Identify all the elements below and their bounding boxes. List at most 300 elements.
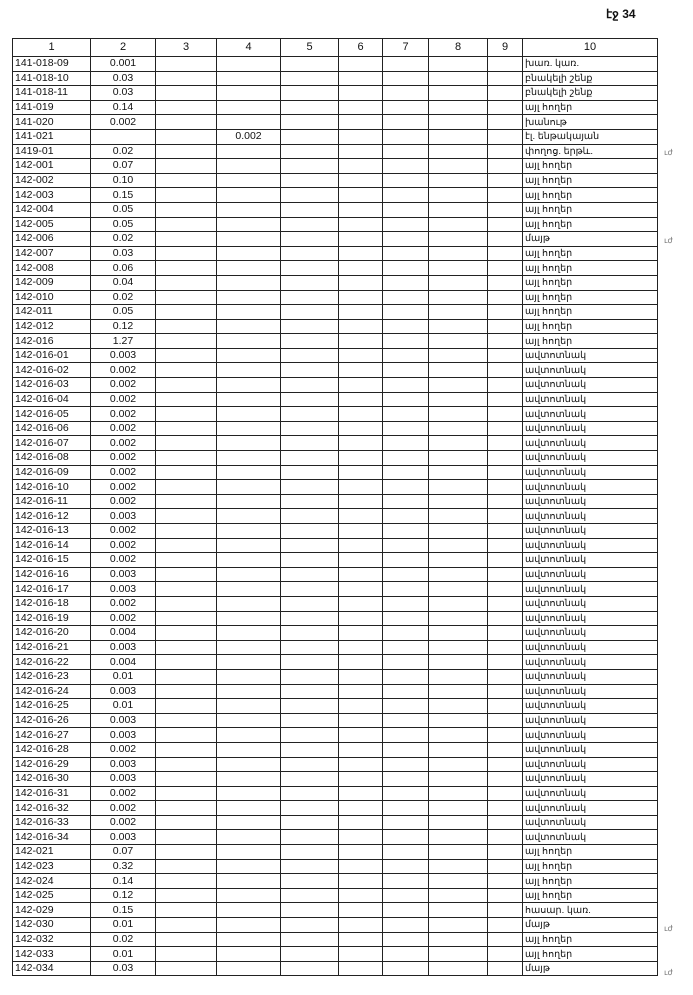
value-cell: 0.002 (91, 553, 156, 568)
land-use-cell: բնակելի շենք (523, 86, 658, 101)
parcel-code-cell: 141-018-09 (13, 57, 91, 72)
value-cell (488, 582, 523, 597)
land-use-cell: ավտոտնակ (523, 757, 658, 772)
land-use-cell: ավտոտնակ (523, 567, 658, 582)
value-cell (383, 786, 429, 801)
parcel-code-cell: 142-025 (13, 888, 91, 903)
land-use-cell: այլ հողեր (523, 173, 658, 188)
value-cell (217, 903, 281, 918)
land-use-cell: այլ հողեր (523, 217, 658, 232)
value-cell (383, 202, 429, 217)
value-cell (217, 100, 281, 115)
table-row (13, 830, 658, 845)
margin-mark: ւժ (664, 235, 673, 245)
value-cell (488, 246, 523, 261)
value-cell (429, 115, 488, 130)
value-cell (281, 772, 339, 787)
value-cell (339, 874, 383, 889)
value-cell (383, 903, 429, 918)
parcel-code-cell: 1419-01 (13, 144, 91, 159)
value-cell: 0.03 (91, 246, 156, 261)
value-cell (488, 567, 523, 582)
land-use-cell: ավտոտնակ (523, 451, 658, 466)
value-cell (156, 611, 217, 626)
value-cell (339, 918, 383, 933)
land-use-cell: այլ հողեր (523, 932, 658, 947)
table-row (13, 713, 658, 728)
value-cell: 0.05 (91, 305, 156, 320)
value-cell (488, 918, 523, 933)
land-use-cell: այլ հողեր (523, 305, 658, 320)
table-row (13, 947, 658, 962)
value-cell (339, 728, 383, 743)
parcel-code-cell: 142-016-26 (13, 713, 91, 728)
table-row (13, 596, 658, 611)
parcel-code-cell: 141-018-10 (13, 71, 91, 86)
value-cell (156, 261, 217, 276)
parcel-code-cell: 142-034 (13, 961, 91, 976)
land-use-cell: այլ հողեր (523, 947, 658, 962)
value-cell (281, 392, 339, 407)
value-cell: 0.02 (91, 232, 156, 247)
value-cell (383, 392, 429, 407)
value-cell (339, 524, 383, 539)
parcel-code-cell: 142-016-13 (13, 524, 91, 539)
parcel-code-cell: 142-016-06 (13, 421, 91, 436)
value-cell (383, 611, 429, 626)
table-row (13, 144, 658, 159)
value-cell (281, 246, 339, 261)
land-use-cell: ավտոտնակ (523, 742, 658, 757)
value-cell (281, 713, 339, 728)
table-row (13, 363, 658, 378)
value-cell (217, 669, 281, 684)
value-cell (217, 830, 281, 845)
value-cell (383, 86, 429, 101)
table-row (13, 232, 658, 247)
parcel-code-cell: 142-016-19 (13, 611, 91, 626)
value-cell (217, 436, 281, 451)
value-cell (488, 436, 523, 451)
value-cell (488, 217, 523, 232)
value-cell (156, 509, 217, 524)
value-cell (488, 465, 523, 480)
value-cell (281, 100, 339, 115)
value-cell (217, 232, 281, 247)
land-use-cell: ավտոտնակ (523, 611, 658, 626)
land-use-cell: ավտոտնակ (523, 699, 658, 714)
value-cell (156, 465, 217, 480)
parcel-code-cell: 142-016-30 (13, 772, 91, 787)
parcel-code-cell: 142-016-04 (13, 392, 91, 407)
value-cell (429, 217, 488, 232)
value-cell: 0.002 (91, 786, 156, 801)
value-cell: 0.002 (217, 129, 281, 144)
value-cell (156, 728, 217, 743)
value-cell (281, 480, 339, 495)
value-cell (217, 524, 281, 539)
value-cell: 0.01 (91, 918, 156, 933)
value-cell (339, 553, 383, 568)
value-cell (488, 596, 523, 611)
header-row (13, 39, 658, 57)
value-cell (339, 202, 383, 217)
value-cell (339, 305, 383, 320)
table-row (13, 757, 658, 772)
table-row (13, 918, 658, 933)
value-cell (488, 363, 523, 378)
value-cell (339, 86, 383, 101)
parcel-code-cell: 142-004 (13, 202, 91, 217)
value-cell (383, 553, 429, 568)
value-cell (429, 699, 488, 714)
value-cell (217, 801, 281, 816)
value-cell: 0.15 (91, 903, 156, 918)
value-cell (217, 567, 281, 582)
value-cell (429, 903, 488, 918)
land-use-cell: ավտոտնակ (523, 640, 658, 655)
table-row (13, 86, 658, 101)
value-cell: 0.003 (91, 582, 156, 597)
value-cell (383, 246, 429, 261)
value-cell (217, 655, 281, 670)
land-use-cell: այլ հողեր (523, 290, 658, 305)
value-cell: 0.001 (91, 57, 156, 72)
value-cell (383, 582, 429, 597)
value-cell (217, 786, 281, 801)
value-cell (339, 772, 383, 787)
value-cell (429, 421, 488, 436)
value-cell (217, 494, 281, 509)
value-cell (339, 742, 383, 757)
value-cell (281, 378, 339, 393)
value-cell (488, 538, 523, 553)
value-cell (383, 509, 429, 524)
value-cell (488, 815, 523, 830)
value-cell (383, 480, 429, 495)
value-cell (281, 57, 339, 72)
land-use-cell: ավտոտնակ (523, 363, 658, 378)
value-cell (217, 217, 281, 232)
table-row (13, 246, 658, 261)
table-row (13, 378, 658, 393)
value-cell (217, 378, 281, 393)
value-cell (488, 100, 523, 115)
land-use-cell: ավտոտնակ (523, 421, 658, 436)
land-use-cell: բնակելի շենք (523, 71, 658, 86)
value-cell (217, 173, 281, 188)
parcel-code-cell: 142-016-18 (13, 596, 91, 611)
value-cell (488, 275, 523, 290)
land-use-cell: ավտոտնակ (523, 713, 658, 728)
table-row (13, 801, 658, 816)
parcel-code-cell: 142-016-32 (13, 801, 91, 816)
value-cell (429, 159, 488, 174)
land-use-cell: ավտոտնակ (523, 728, 658, 743)
value-cell (281, 494, 339, 509)
value-cell (383, 655, 429, 670)
land-use-cell: այլ հողեր (523, 874, 658, 889)
value-cell (156, 947, 217, 962)
value-cell (156, 246, 217, 261)
value-cell (217, 480, 281, 495)
value-cell (339, 129, 383, 144)
land-use-cell: ավտոտնակ (523, 655, 658, 670)
table-row (13, 640, 658, 655)
value-cell (429, 538, 488, 553)
value-cell (339, 830, 383, 845)
value-cell (281, 436, 339, 451)
land-use-cell: ավտոտնակ (523, 392, 658, 407)
value-cell: 0.06 (91, 261, 156, 276)
table-row (13, 392, 658, 407)
land-use-cell: այլ հողեր (523, 334, 658, 349)
value-cell (156, 524, 217, 539)
value-cell (488, 159, 523, 174)
value-cell (156, 830, 217, 845)
value-cell (488, 57, 523, 72)
value-cell (339, 436, 383, 451)
value-cell (429, 830, 488, 845)
value-cell (429, 669, 488, 684)
parcel-code-cell: 142-001 (13, 159, 91, 174)
value-cell (429, 290, 488, 305)
value-cell: 0.003 (91, 728, 156, 743)
parcel-code-cell: 142-016-34 (13, 830, 91, 845)
value-cell (217, 742, 281, 757)
value-cell (156, 202, 217, 217)
value-cell (217, 421, 281, 436)
value-cell (156, 436, 217, 451)
table-row (13, 202, 658, 217)
table-row (13, 786, 658, 801)
parcel-code-cell: 142-016-21 (13, 640, 91, 655)
land-use-cell: ավտոտնակ (523, 480, 658, 495)
value-cell (281, 932, 339, 947)
land-use-cell: ավտոտնակ (523, 786, 658, 801)
parcel-code-cell: 142-011 (13, 305, 91, 320)
value-cell (429, 655, 488, 670)
value-cell (339, 217, 383, 232)
land-use-cell: այլ հողեր (523, 859, 658, 874)
value-cell (156, 640, 217, 655)
parcel-code-cell: 142-005 (13, 217, 91, 232)
parcel-code-cell: 141-021 (13, 129, 91, 144)
value-cell (383, 567, 429, 582)
value-cell (217, 465, 281, 480)
value-cell (429, 611, 488, 626)
value-cell (281, 144, 339, 159)
value-cell (488, 699, 523, 714)
land-use-cell: ավտոտնակ (523, 596, 658, 611)
value-cell (429, 947, 488, 962)
table-row (13, 57, 658, 72)
value-cell (217, 144, 281, 159)
table-row (13, 348, 658, 363)
value-cell (488, 348, 523, 363)
value-cell (429, 480, 488, 495)
parcel-code-cell: 142-016-09 (13, 465, 91, 480)
value-cell (429, 57, 488, 72)
value-cell (217, 57, 281, 72)
value-cell (383, 465, 429, 480)
value-cell (281, 684, 339, 699)
value-cell (281, 626, 339, 641)
value-cell (383, 363, 429, 378)
value-cell (429, 888, 488, 903)
value-cell (339, 815, 383, 830)
value-cell (156, 684, 217, 699)
column-header-6: 6 (339, 39, 383, 57)
value-cell (217, 845, 281, 860)
value-cell (281, 465, 339, 480)
value-cell (281, 71, 339, 86)
value-cell (383, 334, 429, 349)
value-cell (339, 275, 383, 290)
land-use-cell: այլ հողեր (523, 261, 658, 276)
value-cell (339, 611, 383, 626)
land-use-cell: ավտոտնակ (523, 626, 658, 641)
value-cell (488, 553, 523, 568)
value-cell (156, 100, 217, 115)
margin-mark: ւժ (664, 968, 673, 978)
value-cell (339, 363, 383, 378)
parcel-code-cell: 141-020 (13, 115, 91, 130)
value-cell (217, 611, 281, 626)
land-use-cell: այլ հողեր (523, 888, 658, 903)
value-cell (339, 378, 383, 393)
value-cell (488, 378, 523, 393)
value-cell (217, 246, 281, 261)
value-cell: 0.002 (91, 115, 156, 130)
value-cell (488, 786, 523, 801)
value-cell (383, 436, 429, 451)
parcel-code-cell: 142-016-31 (13, 786, 91, 801)
parcel-code-cell: 142-016-11 (13, 494, 91, 509)
value-cell (339, 713, 383, 728)
column-header-8: 8 (429, 39, 488, 57)
value-cell (281, 640, 339, 655)
value-cell (281, 173, 339, 188)
value-cell (429, 596, 488, 611)
value-cell (383, 874, 429, 889)
value-cell (281, 115, 339, 130)
value-cell (281, 305, 339, 320)
value-cell (156, 801, 217, 816)
value-cell (488, 173, 523, 188)
value-cell (281, 596, 339, 611)
value-cell (488, 626, 523, 641)
value-cell (156, 859, 217, 874)
value-cell (429, 348, 488, 363)
value-cell (429, 144, 488, 159)
parcel-code-cell: 142-016-28 (13, 742, 91, 757)
table-row (13, 465, 658, 480)
land-use-cell: ավտոտնակ (523, 772, 658, 787)
value-cell (383, 451, 429, 466)
value-cell (217, 713, 281, 728)
value-cell (217, 815, 281, 830)
value-cell (339, 480, 383, 495)
value-cell (217, 407, 281, 422)
value-cell (383, 115, 429, 130)
value-cell (217, 261, 281, 276)
value-cell (339, 232, 383, 247)
table-row (13, 538, 658, 553)
value-cell (339, 290, 383, 305)
table-row (13, 71, 658, 86)
value-cell (383, 524, 429, 539)
value-cell (281, 421, 339, 436)
table-row (13, 845, 658, 860)
value-cell (281, 275, 339, 290)
value-cell (429, 815, 488, 830)
value-cell (217, 961, 281, 976)
value-cell: 0.002 (91, 480, 156, 495)
value-cell (281, 129, 339, 144)
column-header-3: 3 (156, 39, 217, 57)
value-cell (217, 451, 281, 466)
land-use-cell: այլ հողեր (523, 845, 658, 860)
value-cell: 0.03 (91, 71, 156, 86)
land-use-cell: ավտոտնակ (523, 830, 658, 845)
parcel-code-cell: 142-032 (13, 932, 91, 947)
column-header-2: 2 (91, 39, 156, 57)
value-cell (488, 232, 523, 247)
table-row (13, 961, 658, 976)
value-cell: 0.07 (91, 845, 156, 860)
value-cell: 0.32 (91, 859, 156, 874)
value-cell (156, 538, 217, 553)
value-cell: 0.004 (91, 626, 156, 641)
value-cell (156, 567, 217, 582)
value-cell: 0.003 (91, 567, 156, 582)
value-cell: 0.10 (91, 173, 156, 188)
value-cell (156, 159, 217, 174)
value-cell (156, 815, 217, 830)
land-use-cell: ավտոտնակ (523, 378, 658, 393)
value-cell (281, 582, 339, 597)
value-cell (488, 451, 523, 466)
value-cell (156, 57, 217, 72)
value-cell (217, 188, 281, 203)
value-cell (383, 407, 429, 422)
value-cell (281, 86, 339, 101)
value-cell (156, 71, 217, 86)
value-cell: 0.15 (91, 188, 156, 203)
value-cell (217, 757, 281, 772)
value-cell (339, 319, 383, 334)
value-cell (156, 378, 217, 393)
value-cell (383, 830, 429, 845)
value-cell (383, 918, 429, 933)
value-cell (488, 421, 523, 436)
value-cell (488, 684, 523, 699)
value-cell (429, 932, 488, 947)
value-cell (281, 188, 339, 203)
land-use-cell: փողոց. երթև. (523, 144, 658, 159)
land-use-cell: մայթ (523, 918, 658, 933)
parcel-code-cell: 142-016-03 (13, 378, 91, 393)
value-cell (488, 640, 523, 655)
value-cell (281, 334, 339, 349)
land-use-cell: ավտոտնակ (523, 801, 658, 816)
parcel-code-cell: 142-023 (13, 859, 91, 874)
value-cell (281, 845, 339, 860)
value-cell (339, 421, 383, 436)
value-cell (339, 115, 383, 130)
value-cell (217, 888, 281, 903)
